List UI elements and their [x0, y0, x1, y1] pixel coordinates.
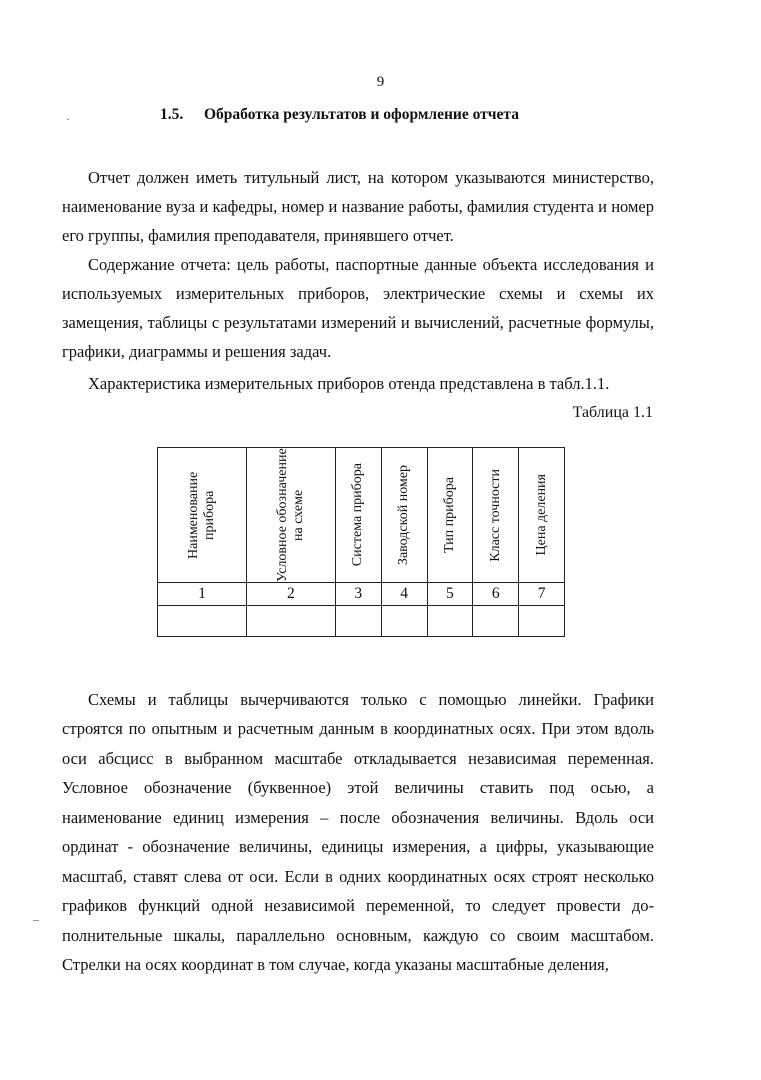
paragraph-report-contents: Содержание отчета: цель работы, паспортные данные объекта исследования и используемых измерительных приборов, электрические схемы и схемы их замещения, таблицы с результатами измерений и вычислений, расчетные формулы, графики, диаграммы и решения задач.: [62, 254, 654, 362]
header-type: Тип прибора: [441, 476, 457, 553]
table-cell: [335, 606, 381, 637]
table-column-number-row: [158, 583, 565, 606]
column-number: 3: [335, 583, 381, 606]
table-header-cell: [158, 448, 247, 583]
column-number: 1: [158, 583, 247, 606]
column-number: 6: [473, 583, 519, 606]
paragraph-title-page: Отчет должен иметь титульный лист, на котором указываются министерство, наименование вуза и кафедры, номер и название работы, фамилия студента и номер его группы, фамилия преподавателя, принявшего отчет.: [62, 167, 654, 245]
paragraph-table-reference: Характеристика измерительных приборов отенда представлена в табл.1.1.: [88, 373, 610, 393]
table-empty-row: [158, 606, 565, 637]
section-number: 1.5.: [160, 106, 184, 123]
table-cell: [427, 606, 473, 637]
table-header-cell: [381, 448, 427, 583]
column-number: 2: [246, 583, 335, 606]
header-symbol: Условное обозначение на схеме: [274, 448, 306, 582]
page-number: 9: [376, 74, 385, 90]
table-caption: Таблица 1.1: [572, 404, 653, 421]
header-division-value: Цена деления: [533, 474, 549, 556]
header-system: Система прибора: [350, 463, 366, 567]
table-cell: [473, 606, 519, 637]
section-heading: [160, 106, 519, 124]
scan-speck: –: [33, 912, 39, 926]
table-header-cell: [427, 448, 473, 583]
section-title: Обработка результатов и оформление отчета: [204, 106, 519, 123]
table-cell: [246, 606, 335, 637]
instruments-table: [157, 447, 565, 637]
column-number: 7: [519, 583, 565, 606]
table-header-cell: [519, 448, 565, 583]
column-number: 4: [381, 583, 427, 606]
table-cell: [519, 606, 565, 637]
column-number: 5: [427, 583, 473, 606]
paragraph-drawing-rules: Схемы и таблицы вычерчиваются только с помощью линейки. Графики строятся по опытным и расчетным данным в координатных осях. При этом вдоль оси абсцисс в выбранном масштабе откладывается независимая переменная. Условное обозначение (буквенное) этой величины ставить под осью, а наименование единиц измерения – после обозначения величины. Вдоль оси ординат - обозначение величины, единицы измерения, а цифры, указывающие масштаб, ставят слева от оси. Если в одних координатных осях строят несколько графиков функций одной независимой переменной, то следует провести дополнительные шкалы, параллельно основным, каждую со своим масштабом. Стрелки на осях координат в том случае, когда указаны масштабные деления,: [62, 689, 654, 974]
table-header-cell: [246, 448, 335, 583]
header-serial-number: Заводской номер: [396, 464, 412, 566]
table-header-row: [158, 448, 565, 583]
header-instrument-name: Наименование прибора: [185, 471, 217, 559]
scan-speck: ·: [66, 112, 70, 126]
table-cell: [381, 606, 427, 637]
table-cell: [158, 606, 247, 637]
header-accuracy-class: Класс точности: [487, 468, 503, 562]
table-header-cell: [473, 448, 519, 583]
table-header-cell: [335, 448, 381, 583]
